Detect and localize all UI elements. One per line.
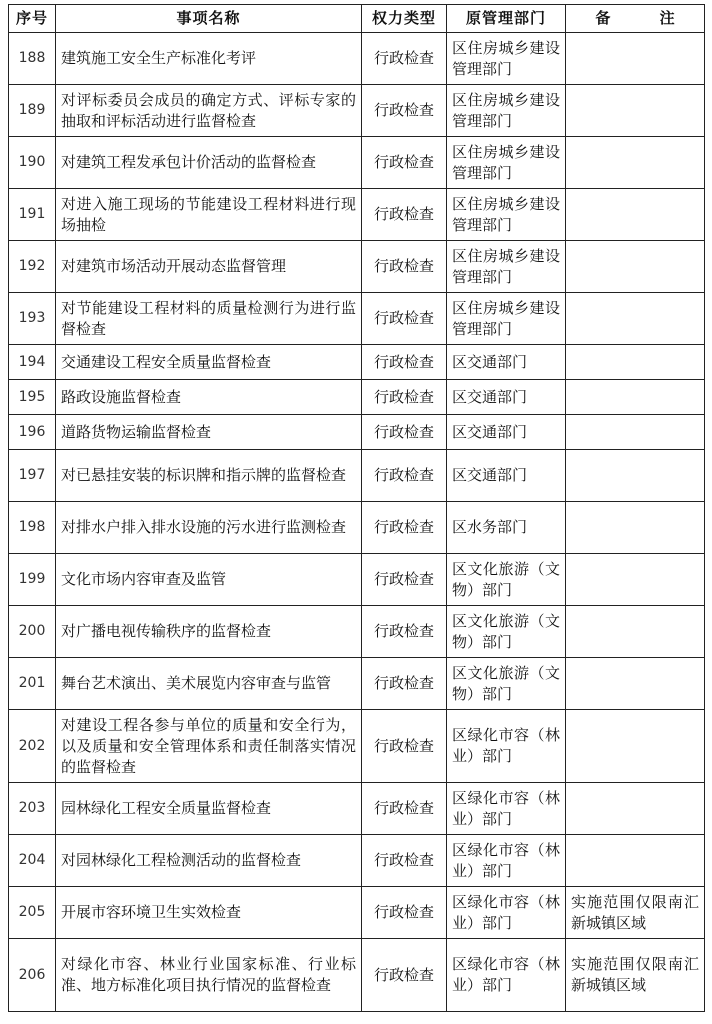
- power-type-cell: 行政检查: [362, 345, 447, 380]
- remarks-cell: [566, 606, 705, 658]
- power-type-cell: 行政检查: [362, 189, 447, 241]
- table-row: [9, 939, 705, 1012]
- table-row: [9, 710, 705, 783]
- power-type-cell: 行政检查: [362, 939, 447, 1012]
- item-name-cell: 对排水户排入排水设施的污水进行监测检查: [56, 502, 362, 554]
- remarks-cell: [566, 189, 705, 241]
- department-cell: 区住房城乡建设管理部门: [447, 33, 566, 85]
- serial-number-cell: 199: [9, 554, 56, 606]
- department-cell: 区住房城乡建设管理部门: [447, 137, 566, 189]
- remarks-cell: [566, 554, 705, 606]
- item-name-cell: 对建筑市场活动开展动态监督管理: [56, 241, 362, 293]
- remarks-cell: [566, 835, 705, 887]
- department-cell: 区绿化市容（林业）部门: [447, 710, 566, 783]
- power-type-cell: 行政检查: [362, 835, 447, 887]
- header-power-type: 权力类型: [362, 5, 447, 33]
- serial-number-cell: 197: [9, 450, 56, 502]
- department-cell: 区绿化市容（林业）部门: [447, 783, 566, 835]
- remarks-cell: [566, 293, 705, 345]
- table-row: [9, 137, 705, 189]
- table-row: [9, 887, 705, 939]
- item-name-cell: 对绿化市容、林业行业国家标准、行业标准、地方标准化项目执行情况的监督检查: [56, 939, 362, 1012]
- serial-number-cell: 195: [9, 380, 56, 415]
- department-cell: 区住房城乡建设管理部门: [447, 293, 566, 345]
- remarks-cell: [566, 450, 705, 502]
- table-row: [9, 658, 705, 710]
- serial-number-cell: 189: [9, 85, 56, 137]
- power-type-cell: 行政检查: [362, 658, 447, 710]
- item-name-cell: 园林绿化工程安全质量监督检查: [56, 783, 362, 835]
- header-item-name: 事项名称: [56, 5, 362, 33]
- table-row: [9, 606, 705, 658]
- item-name-cell: 道路货物运输监督检查: [56, 415, 362, 450]
- department-cell: 区住房城乡建设管理部门: [447, 241, 566, 293]
- item-name-cell: 开展市容环境卫生实效检查: [56, 887, 362, 939]
- power-type-cell: 行政检查: [362, 33, 447, 85]
- header-serial-number: 序号: [9, 5, 56, 33]
- item-name-cell: 交通建设工程安全质量监督检查: [56, 345, 362, 380]
- item-name-cell: 舞台艺术演出、美术展览内容审查与监管: [56, 658, 362, 710]
- remarks-cell: [566, 710, 705, 783]
- remarks-cell: [566, 345, 705, 380]
- serial-number-cell: 203: [9, 783, 56, 835]
- table-row: [9, 345, 705, 380]
- power-type-cell: 行政检查: [362, 502, 447, 554]
- power-type-cell: 行政检查: [362, 85, 447, 137]
- power-type-cell: 行政检查: [362, 137, 447, 189]
- remarks-cell: 实施范围仅限南汇新城镇区域: [566, 887, 705, 939]
- power-type-cell: 行政检查: [362, 415, 447, 450]
- serial-number-cell: 201: [9, 658, 56, 710]
- remarks-cell: [566, 502, 705, 554]
- power-type-cell: 行政检查: [362, 606, 447, 658]
- remarks-cell: [566, 137, 705, 189]
- table-row: [9, 835, 705, 887]
- table-row: [9, 85, 705, 137]
- serial-number-cell: 200: [9, 606, 56, 658]
- power-type-cell: 行政检查: [362, 554, 447, 606]
- serial-number-cell: 194: [9, 345, 56, 380]
- power-list-table: [8, 4, 705, 1012]
- remarks-cell: [566, 85, 705, 137]
- power-type-cell: 行政检查: [362, 293, 447, 345]
- remarks-cell: 实施范围仅限南汇新城镇区域: [566, 939, 705, 1012]
- department-cell: 区文化旅游（文物）部门: [447, 554, 566, 606]
- serial-number-cell: 206: [9, 939, 56, 1012]
- department-cell: 区交通部门: [447, 450, 566, 502]
- item-name-cell: 建筑施工安全生产标准化考评: [56, 33, 362, 85]
- department-cell: 区文化旅游（文物）部门: [447, 658, 566, 710]
- department-cell: 区交通部门: [447, 380, 566, 415]
- serial-number-cell: 198: [9, 502, 56, 554]
- department-cell: 区交通部门: [447, 415, 566, 450]
- item-name-cell: 对广播电视传输秩序的监督检查: [56, 606, 362, 658]
- remarks-cell: [566, 241, 705, 293]
- table-row: [9, 415, 705, 450]
- power-type-cell: 行政检查: [362, 710, 447, 783]
- table-row: [9, 189, 705, 241]
- serial-number-cell: 196: [9, 415, 56, 450]
- remarks-cell: [566, 415, 705, 450]
- serial-number-cell: 191: [9, 189, 56, 241]
- power-type-cell: 行政检查: [362, 241, 447, 293]
- department-cell: 区绿化市容（林业）部门: [447, 939, 566, 1012]
- table-row: [9, 502, 705, 554]
- item-name-cell: 路政设施监督检查: [56, 380, 362, 415]
- header-remarks: 备 注: [566, 5, 705, 33]
- serial-number-cell: 192: [9, 241, 56, 293]
- serial-number-cell: 202: [9, 710, 56, 783]
- remarks-cell: [566, 783, 705, 835]
- item-name-cell: 文化市场内容审查及监管: [56, 554, 362, 606]
- remarks-cell: [566, 658, 705, 710]
- table-header-row: [9, 5, 705, 33]
- item-name-cell: 对进入施工现场的节能建设工程材料进行现场抽检: [56, 189, 362, 241]
- department-cell: 区交通部门: [447, 345, 566, 380]
- department-cell: 区绿化市容（林业）部门: [447, 835, 566, 887]
- remarks-cell: [566, 380, 705, 415]
- item-name-cell: 对评标委员会成员的确定方式、评标专家的抽取和评标活动进行监督检查: [56, 85, 362, 137]
- serial-number-cell: 193: [9, 293, 56, 345]
- table-row: [9, 380, 705, 415]
- power-type-cell: 行政检查: [362, 783, 447, 835]
- department-cell: 区住房城乡建设管理部门: [447, 189, 566, 241]
- item-name-cell: 对建筑工程发承包计价活动的监督检查: [56, 137, 362, 189]
- power-type-cell: 行政检查: [362, 887, 447, 939]
- table-row: [9, 293, 705, 345]
- item-name-cell: 对节能建设工程材料的质量检测行为进行监督检查: [56, 293, 362, 345]
- item-name-cell: 对已悬挂安装的标识牌和指示牌的监督检查: [56, 450, 362, 502]
- table-row: [9, 783, 705, 835]
- item-name-cell: 对园林绿化工程检测活动的监督检查: [56, 835, 362, 887]
- department-cell: 区住房城乡建设管理部门: [447, 85, 566, 137]
- header-original-department: 原管理部门: [447, 5, 566, 33]
- table-row: [9, 33, 705, 85]
- department-cell: 区水务部门: [447, 502, 566, 554]
- department-cell: 区绿化市容（林业）部门: [447, 887, 566, 939]
- serial-number-cell: 205: [9, 887, 56, 939]
- table-row: [9, 241, 705, 293]
- power-type-cell: 行政检查: [362, 450, 447, 502]
- item-name-cell: 对建设工程各参与单位的质量和安全行为，以及质量和安全管理体系和责任制落实情况的监督检查: [56, 710, 362, 783]
- power-type-cell: 行政检查: [362, 380, 447, 415]
- serial-number-cell: 188: [9, 33, 56, 85]
- serial-number-cell: 204: [9, 835, 56, 887]
- table-row: [9, 450, 705, 502]
- remarks-cell: [566, 33, 705, 85]
- department-cell: 区文化旅游（文物）部门: [447, 606, 566, 658]
- serial-number-cell: 190: [9, 137, 56, 189]
- table-row: [9, 554, 705, 606]
